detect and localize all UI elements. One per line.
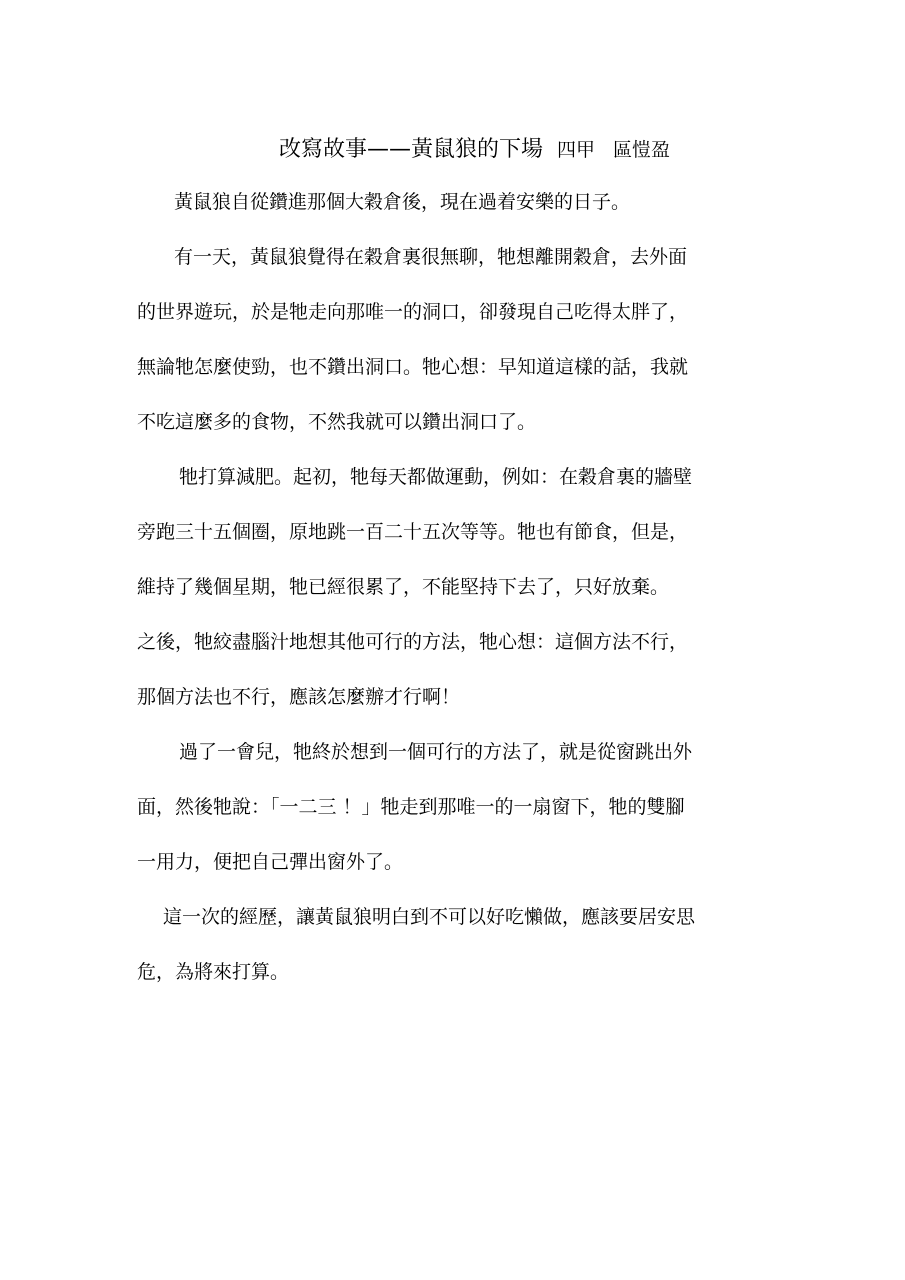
document-meta: [557, 139, 670, 161]
author-name: 區愷盈: [613, 139, 671, 161]
text-line: 牠打算減肥。起初，牠每天都做運動，例如：在穀倉裏的牆壁: [179, 466, 693, 488]
text-line: 黃鼠狼自從鑽進那個大穀倉後，現在過着安樂的日子。: [174, 191, 631, 213]
text-line: 之後，牠絞盡腦汁地想其他可行的方法，牠心想：這個方法不行，: [137, 631, 689, 653]
text-line: 危，為將來打算。: [137, 961, 290, 983]
text-line: 旁跑三十五個圈，原地跳一百二十五次等等。牠也有節食，但是，: [137, 521, 689, 543]
text-line: 維持了幾個星期，牠已經很累了，不能堅持下去了，只好放棄。: [137, 576, 670, 598]
title-line: [0, 130, 905, 171]
text-line: 有一天，黃鼠狼覺得在穀倉裏很無聊，牠想離開穀倉，去外面: [174, 246, 688, 268]
text-line: 這一次的經歷，讓黃鼠狼明白到不可以好吃懶做，應該要居安思: [163, 906, 696, 928]
text-line: 一用力，便把自己彈出窗外了。: [137, 851, 404, 873]
text-line: 的世界遊玩，於是牠走向那唯一的洞口，卻發現自己吃得太胖了，: [137, 301, 689, 323]
text-line: 無論牠怎麼使勁，也不鑽出洞口。牠心想：早知道這樣的話，我就: [137, 356, 689, 378]
text-line: 不吃這麼多的食物，不然我就可以鑽出洞口了。: [137, 411, 537, 433]
text-line: 那個方法也不行，應該怎麼辦才行啊！: [137, 686, 461, 708]
text-line: 面，然後牠說：「一二三 ！」牠走到那唯一的一扇窗下，牠的雙腳: [137, 796, 685, 818]
class-name: 四甲: [556, 139, 595, 161]
document-title: 改寫故事——黃鼠狼的下場: [278, 137, 543, 162]
text-line: 過了一會兒，牠終於想到一個可行的方法了，就是從窗跳出外: [179, 741, 693, 763]
